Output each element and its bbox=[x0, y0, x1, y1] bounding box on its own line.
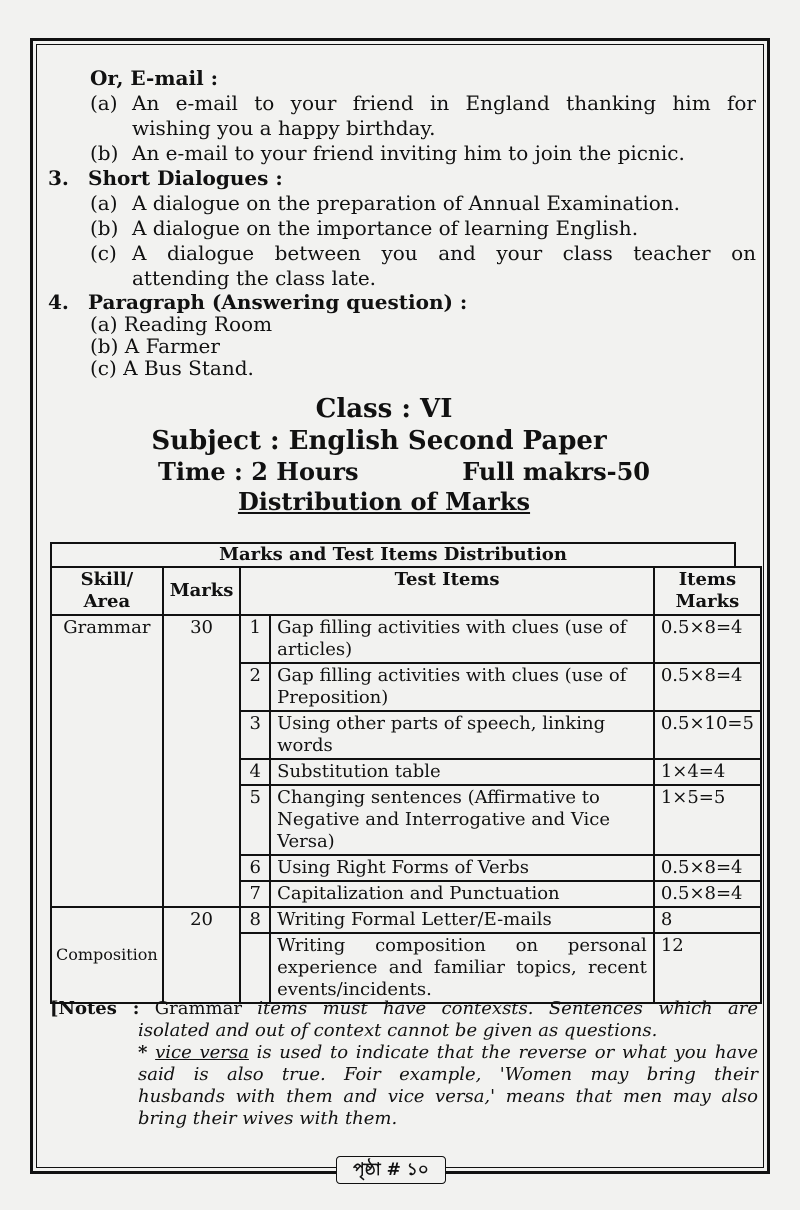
notes-label: [Notes : bbox=[50, 998, 140, 1019]
table-row: Writing composition on personal experience and familiar topics, recent events/incidents. 12 bbox=[51, 933, 761, 1003]
table-row: Composition 20 8 Writing Formal Letter/E-mails 8 bbox=[51, 907, 761, 933]
notes-block: [Notes : Grammar items must have contexsts. Sentences which are isolated and out of context cannot be given as questions. * vice versa is used to indicate that the reverse or what you have said is also true. Foir example, 'Women may bring their husbands with them and vice versa,' means that men may also bring their wives with them. bbox=[50, 998, 758, 1129]
table-caption: Marks and Test Items Distribution bbox=[50, 542, 736, 566]
table-row: 3 Using other parts of speech, linking words 0.5×10=5 bbox=[51, 711, 761, 759]
email-item-b: (b) An e-mail to your friend inviting him to join the picnic. bbox=[90, 141, 685, 165]
dialogue-item-b: (b) A dialogue on the importance of learning English. bbox=[90, 216, 639, 240]
table-row: 6 Using Right Forms of Verbs 0.5×8=4 bbox=[51, 855, 761, 881]
dialogue-item-a: (a) A dialogue on the preparation of Annual Examination. bbox=[90, 191, 680, 215]
table-row: 5 Changing sentences (Affirmative to Negative and Interrogative and Vice Versa) 1×5=5 bbox=[51, 785, 761, 855]
dialogue-item-c: (c) A dialogue between you and your class teacher on bbox=[90, 241, 756, 265]
paragraph-item-a: (a) Reading Room bbox=[90, 312, 273, 336]
time-label: Time : 2 Hours bbox=[158, 457, 359, 486]
upper-content bbox=[48, 66, 760, 517]
table-row: Grammar 30 1 Gap filling activities with clues (use of articles) 0.5×8=4 bbox=[51, 615, 761, 663]
marks-table bbox=[50, 566, 762, 1004]
time-marks-row bbox=[48, 457, 760, 487]
grammar-marks: 30 bbox=[163, 615, 241, 907]
subject-title: Subject : English Second Paper bbox=[151, 426, 607, 456]
email-item-a-cont: wishing you a happy birthday. bbox=[132, 116, 436, 140]
header-skill: Skill/ Area bbox=[51, 567, 163, 615]
table-header-row bbox=[51, 567, 761, 615]
paragraph-heading: 4. Paragraph (Answering question) : bbox=[48, 290, 468, 314]
dialogue-item-c-cont: attending the class late. bbox=[132, 266, 377, 290]
page-number: পৃষ্ঠা # ১০ bbox=[336, 1156, 446, 1184]
header-marks: Marks bbox=[163, 567, 241, 615]
grammar-area: Grammar bbox=[51, 615, 163, 907]
table-row: 2 Gap filling activities with clues (use of Preposition) 0.5×8=4 bbox=[51, 663, 761, 711]
email-item-a: (a) An e-mail to your friend in England thanking him for bbox=[90, 91, 756, 115]
table-row: 4 Substitution table 1×4=4 bbox=[51, 759, 761, 785]
paragraph-item-c: (c) A Bus Stand. bbox=[90, 356, 254, 380]
email-heading: Or, E-mail : bbox=[90, 66, 219, 90]
class-title: Class : VI bbox=[315, 394, 453, 424]
composition-area: Composition bbox=[51, 907, 163, 1003]
composition-marks: 20 bbox=[163, 907, 241, 1003]
header-test-items: Test Items bbox=[240, 567, 653, 615]
dialogues-heading: 3. Short Dialogues : bbox=[48, 166, 283, 190]
full-marks-label: Full makrs-50 bbox=[462, 457, 650, 486]
paragraph-item-b: (b) A Farmer bbox=[90, 334, 220, 358]
distribution-title: Distribution of Marks bbox=[237, 487, 531, 516]
header-items-marks: Items Marks bbox=[654, 567, 761, 615]
table-row: 7 Capitalization and Punctuation 0.5×8=4 bbox=[51, 881, 761, 907]
